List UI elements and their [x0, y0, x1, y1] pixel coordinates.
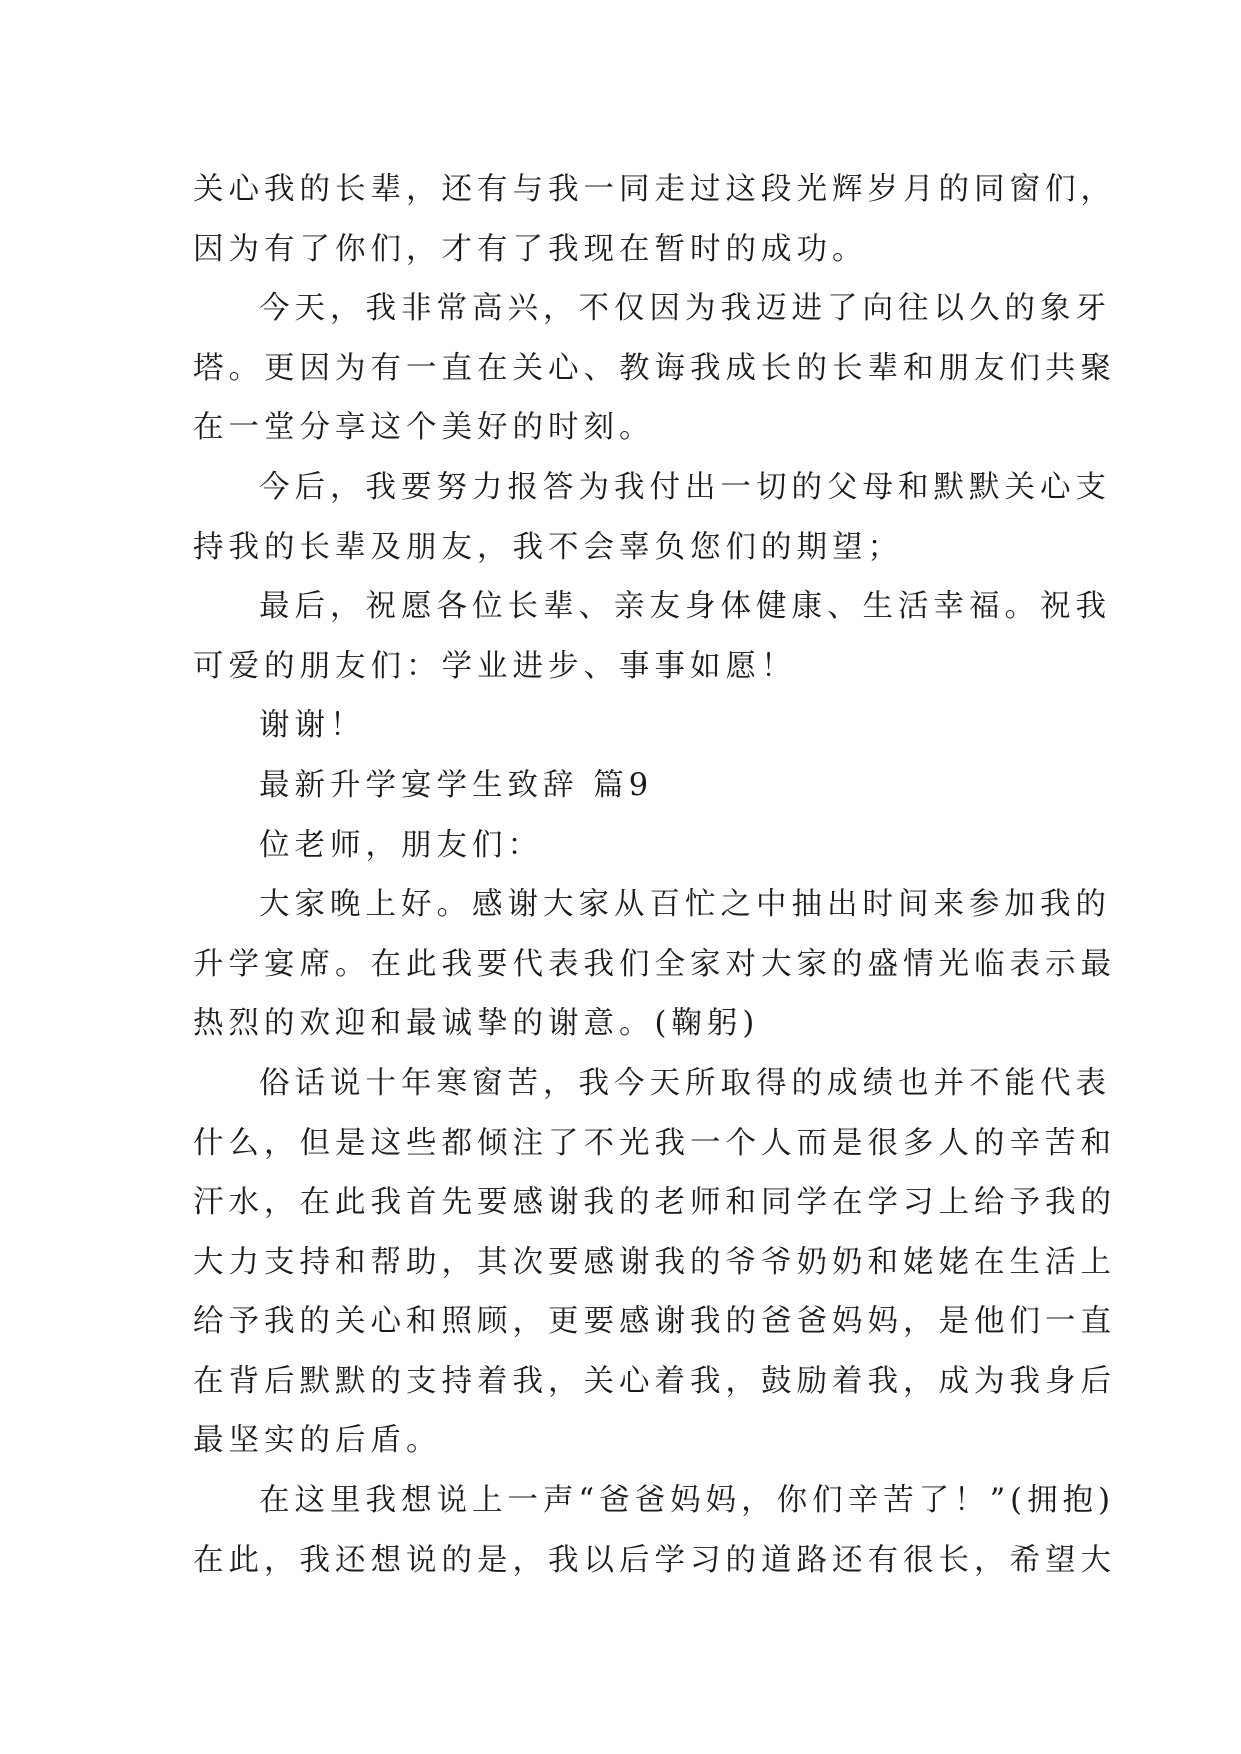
text-line: 最坚实的后盾。: [193, 1423, 442, 1459]
text-line: 关心我的长辈，还有与我一同走过这段光辉岁月的同窗们，: [193, 172, 1116, 207]
paragraph-start-line: 俗话说十年寒窗苦，我今天所取得的成绩也并不能代表: [259, 1065, 1111, 1101]
text-line: 大力支持和帮助，其次要感谢我的爷爷奶奶和姥姥在生活上: [193, 1244, 1116, 1280]
text-line: 给予我的关心和照顾，更要感谢我的爸爸妈妈，是他们一直: [193, 1304, 1116, 1340]
text-line: 塔。更因为有一直在关心、教诲我成长的长辈和朋友们共聚: [193, 350, 1116, 386]
paragraph-start-line: 最后，祝愿各位长辈、亲友身体健康、生活幸福。祝我: [259, 589, 1111, 625]
paragraph-start-line: 今后，我要努力报答为我付出一切的父母和默默关心支: [259, 469, 1111, 505]
text-line: 在此，我还想说的是，我以后学习的道路还有很长，希望大: [193, 1542, 1116, 1578]
paragraph-start-line: 大家晚上好。感谢大家从百忙之中抽出时间来参加我的: [259, 887, 1111, 923]
paragraph-start-line: 在这里我想说上一声“爸爸妈妈，你们辛苦了！”(拥抱): [259, 1483, 1115, 1519]
salutation-line: 位老师，朋友们：: [259, 827, 543, 863]
text-line: 汗水，在此我首先要感谢我的老师和同学在学习上给予我的: [193, 1185, 1116, 1221]
paragraph-start-line: 谢谢！: [259, 708, 366, 744]
text-line: 可爱的朋友们：学业进步、事事如愿！: [193, 648, 797, 684]
paragraph-start-line: 今天，我非常高兴，不仅因为我迈进了向往以久的象牙: [259, 291, 1111, 327]
text-line: 在背后默默的支持着我，关心着我，鼓励着我，成为我身后: [193, 1363, 1116, 1399]
document-body: [193, 160, 1116, 1590]
text-line: 持我的长辈及朋友，我不会辜负您们的期望；: [193, 529, 903, 565]
text-line: 在一堂分享这个美好的时刻。: [193, 410, 655, 446]
text-line: 因为有了你们，才有了我现在暂时的成功。: [193, 231, 868, 267]
text-line: 热烈的欢迎和最诚挚的谢意。(鞠躬): [193, 1006, 760, 1042]
section-heading: 最新升学宴学生致辞 篇9: [259, 767, 654, 803]
text-line: 什么，但是这些都倾注了不光我一个人而是很多人的辛苦和: [193, 1125, 1116, 1161]
text-line: 升学宴席。在此我要代表我们全家对大家的盛情光临表示最: [193, 946, 1116, 982]
